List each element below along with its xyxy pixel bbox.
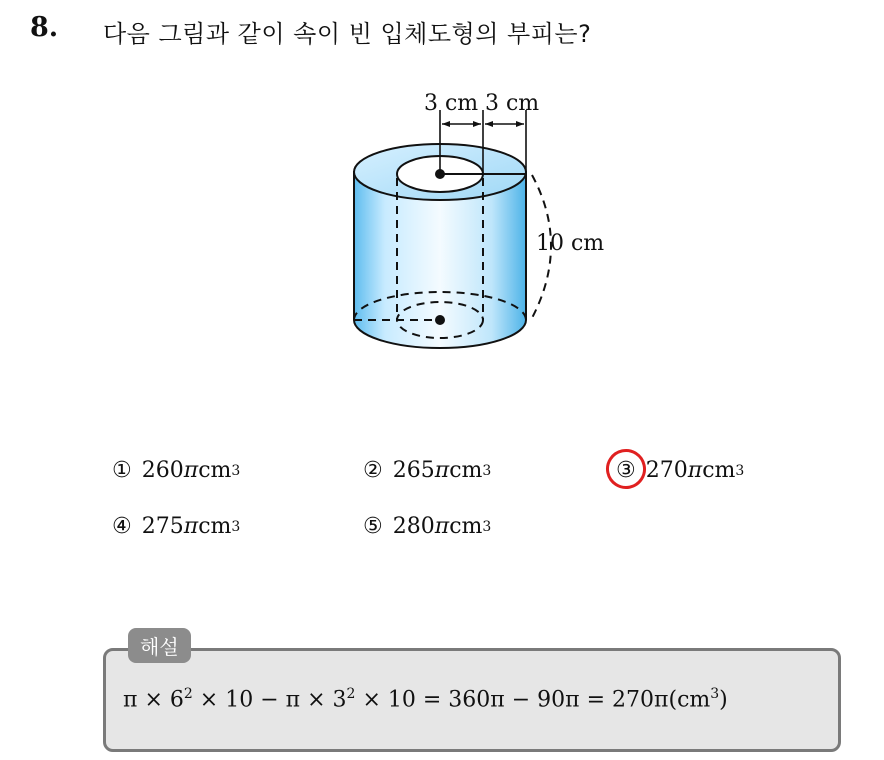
choice-4[interactable] xyxy=(112,514,240,539)
bottom-center-dot xyxy=(435,315,445,325)
choice-3[interactable] xyxy=(616,458,744,483)
choice-4-unit: cm xyxy=(198,514,232,539)
question-number: 8. xyxy=(30,12,59,43)
answer-circle-mark xyxy=(602,445,649,492)
choice-2-unit: cm xyxy=(449,458,483,483)
choice-2-exp: 3 xyxy=(482,462,492,479)
choice-3-pi: π xyxy=(687,458,703,483)
choice-3-value: 270 xyxy=(645,458,688,483)
choice-4-pi: π xyxy=(183,514,199,539)
choice-1-pi: π xyxy=(183,458,199,483)
dim-label-inner-radius: 3 cm xyxy=(424,91,479,116)
choice-1[interactable] xyxy=(112,458,240,483)
choice-5-unit: cm xyxy=(449,514,483,539)
solution-tag: 해설 xyxy=(128,628,191,663)
choice-3-unit: cm xyxy=(702,458,736,483)
choice-3-number: ③ xyxy=(616,458,636,483)
solution-formula: $\pi \times 6^2 \times 10 - \pi \times 3^2 \times 10 = 360\pi - 90\pi = 270\pi(cm^3)$ xyxy=(123,686,728,713)
choice-4-number: ④ xyxy=(112,514,132,539)
choice-5-value: 280 xyxy=(392,514,435,539)
choice-5-number: ⑤ xyxy=(363,514,383,539)
choice-2-number: ② xyxy=(363,458,383,483)
choice-5-exp: 3 xyxy=(482,518,492,535)
choice-1-exp: 3 xyxy=(231,462,241,479)
choice-1-number: ① xyxy=(112,458,132,483)
hollow-cylinder-figure xyxy=(300,80,630,380)
choice-1-value: 260 xyxy=(141,458,184,483)
choice-5-pi: π xyxy=(434,514,450,539)
dim-label-height: 10 cm xyxy=(536,231,605,256)
choice-3-exp: 3 xyxy=(735,462,745,479)
choice-2[interactable] xyxy=(363,458,491,483)
choice-4-value: 275 xyxy=(141,514,184,539)
question-text: 다음 그림과 같이 속이 빈 입체도형의 부피는? xyxy=(103,20,592,48)
choice-4-exp: 3 xyxy=(231,518,241,535)
dim-label-thickness: 3 cm xyxy=(485,91,540,116)
choice-5[interactable] xyxy=(363,514,491,539)
choice-2-value: 265 xyxy=(392,458,435,483)
choice-1-unit: cm xyxy=(198,458,232,483)
choice-2-pi: π xyxy=(434,458,450,483)
